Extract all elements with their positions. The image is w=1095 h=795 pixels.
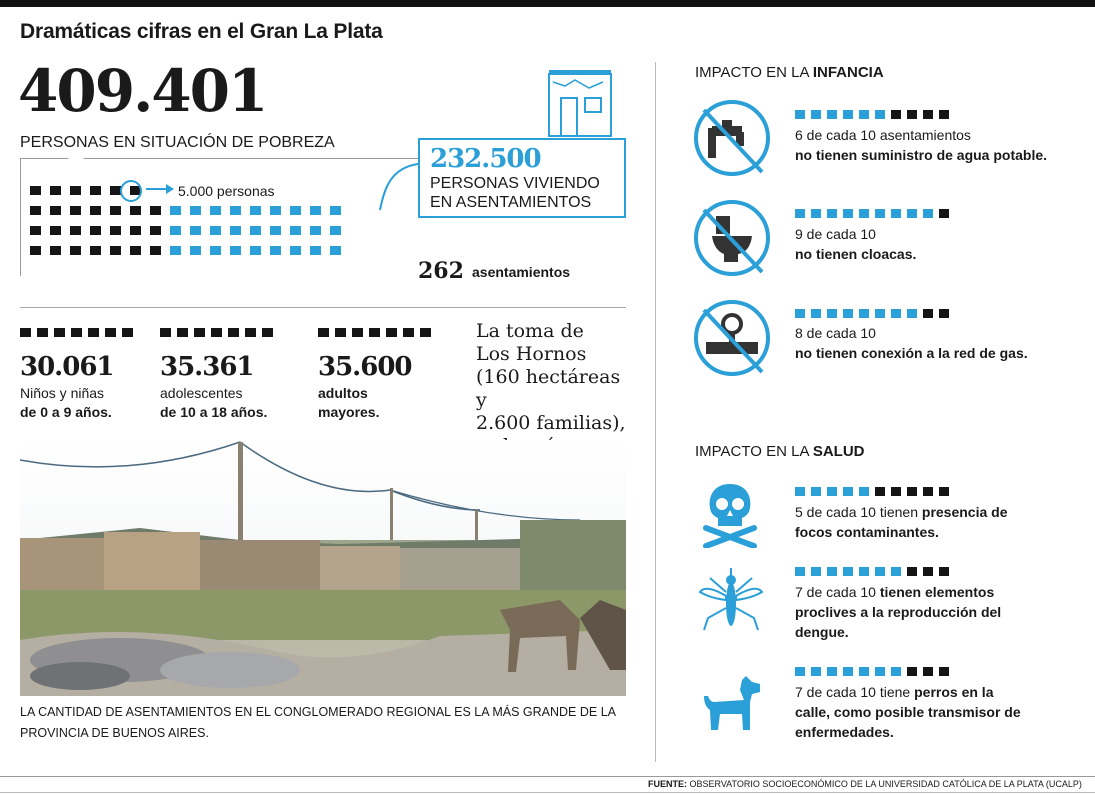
settlement-person-square bbox=[190, 206, 201, 215]
filled-square bbox=[827, 309, 837, 318]
infancia-line1: 9 de cada 10 bbox=[795, 226, 876, 242]
age-squares bbox=[318, 328, 431, 337]
salud-bold: tienen elementos bbox=[879, 584, 995, 600]
infancia-squares bbox=[795, 309, 949, 318]
asentamientos-text bbox=[430, 174, 600, 212]
settlement-person-square bbox=[330, 186, 341, 195]
infancia-line2: no tienen cloacas. bbox=[795, 246, 917, 262]
filled-square bbox=[795, 567, 805, 576]
settlement-photo bbox=[20, 440, 626, 696]
asentamientos-number: 232.500 bbox=[430, 144, 541, 174]
infancia-line2: no tienen conexión a la red de gas. bbox=[795, 345, 1028, 361]
salud-text bbox=[795, 502, 1055, 542]
filled-square bbox=[891, 567, 901, 576]
infancia-heading bbox=[695, 64, 884, 81]
person-square bbox=[130, 226, 141, 235]
salud-squares bbox=[795, 567, 949, 576]
salud-plain: 7 de cada 10 tiene bbox=[795, 684, 915, 700]
mosquito-icon bbox=[696, 568, 766, 638]
settlement-person-square bbox=[290, 186, 301, 195]
salud-bold: focos contaminantes. bbox=[795, 524, 939, 540]
house-icon bbox=[545, 68, 615, 138]
settlement-person-square bbox=[170, 246, 181, 255]
column-divider bbox=[655, 62, 656, 762]
empty-square bbox=[907, 667, 917, 676]
age-squares bbox=[20, 328, 133, 337]
salud-bold: dengue. bbox=[795, 624, 849, 640]
filled-square bbox=[811, 567, 821, 576]
person-square bbox=[70, 186, 81, 195]
empty-square bbox=[891, 110, 901, 119]
settlement-person-square bbox=[230, 206, 241, 215]
settlement-person-square bbox=[270, 246, 281, 255]
asentamientos-count-label: asentamientos bbox=[472, 264, 571, 280]
caption-notch bbox=[68, 158, 84, 166]
settlement-person-square bbox=[250, 206, 261, 215]
age-range: de 10 a 18 años. bbox=[160, 404, 268, 420]
filled-square bbox=[827, 110, 837, 119]
filled-square bbox=[811, 110, 821, 119]
person-square bbox=[90, 246, 101, 255]
filled-square bbox=[795, 110, 805, 119]
settlement-person-square bbox=[310, 186, 321, 195]
legend-circle-icon bbox=[120, 180, 142, 202]
empty-square bbox=[923, 309, 933, 318]
filled-square bbox=[795, 309, 805, 318]
filled-square bbox=[843, 567, 853, 576]
age-label: adultos bbox=[318, 385, 368, 401]
salud-heading-bold: SALUD bbox=[812, 443, 865, 460]
top-rule bbox=[0, 0, 1095, 7]
settlement-person-square bbox=[210, 206, 221, 215]
salud-text bbox=[795, 682, 1055, 742]
settlement-person-square bbox=[190, 226, 201, 235]
filled-square bbox=[843, 209, 853, 218]
infancia-line2: no tienen suministro de agua potable. bbox=[795, 147, 1048, 163]
filled-square bbox=[923, 209, 933, 218]
filled-square bbox=[875, 110, 885, 119]
legend-label: 5.000 personas bbox=[178, 183, 275, 199]
age-range: de 0 a 9 años. bbox=[20, 404, 112, 420]
person-square bbox=[30, 226, 41, 235]
salud-plain: 7 de cada 10 bbox=[795, 584, 880, 600]
filled-square bbox=[795, 209, 805, 218]
asentamientos-line2: EN ASENTAMIENTOS bbox=[430, 194, 592, 211]
filled-square bbox=[827, 487, 837, 496]
age-label: Niños y niñas bbox=[20, 385, 105, 401]
footer-rule bbox=[0, 776, 1095, 777]
filled-square bbox=[795, 667, 805, 676]
person-square bbox=[110, 226, 121, 235]
person-square bbox=[30, 206, 41, 215]
filled-square bbox=[811, 487, 821, 496]
person-square bbox=[90, 226, 101, 235]
filled-square bbox=[875, 309, 885, 318]
toma-line: La toma de bbox=[476, 320, 584, 342]
empty-square bbox=[939, 110, 949, 119]
person-square bbox=[70, 226, 81, 235]
filled-square bbox=[827, 567, 837, 576]
person-square bbox=[150, 206, 161, 215]
settlement-person-square bbox=[210, 226, 221, 235]
infancia-heading-prefix: IMPACTO EN LA bbox=[695, 64, 813, 81]
asentamientos-line1: PERSONAS VIVIENDO bbox=[430, 175, 600, 192]
filled-square bbox=[859, 487, 869, 496]
empty-square bbox=[939, 309, 949, 318]
filled-square bbox=[843, 110, 853, 119]
empty-square bbox=[923, 110, 933, 119]
filled-square bbox=[795, 487, 805, 496]
empty-square bbox=[923, 487, 933, 496]
toma-line: Los Hornos bbox=[476, 343, 587, 365]
settlement-person-square bbox=[290, 246, 301, 255]
filled-square bbox=[827, 209, 837, 218]
salud-heading bbox=[695, 443, 864, 460]
salud-heading-prefix: IMPACTO EN LA bbox=[695, 443, 813, 460]
infancia-squares bbox=[795, 209, 949, 218]
empty-square bbox=[907, 567, 917, 576]
settlement-person-square bbox=[290, 226, 301, 235]
asentamientos-count: 262 bbox=[418, 258, 464, 284]
filled-square bbox=[891, 209, 901, 218]
settlement-person-square bbox=[250, 226, 261, 235]
salud-bold: perros en la bbox=[914, 684, 994, 700]
person-square bbox=[30, 246, 41, 255]
age-label: adolescentes bbox=[160, 385, 243, 401]
empty-square bbox=[939, 487, 949, 496]
filled-square bbox=[827, 667, 837, 676]
salud-squares bbox=[795, 487, 949, 496]
photo-caption bbox=[20, 702, 630, 744]
settlement-person-square bbox=[270, 226, 281, 235]
filled-square bbox=[811, 667, 821, 676]
empty-square bbox=[939, 667, 949, 676]
source-text: OBSERVATORIO SOCIOECONÓMICO DE LA UNIVERSIDAD CATÓLICA DE LA PLATA (UCALP) bbox=[687, 779, 1082, 789]
infancia-line1: 8 de cada 10 bbox=[795, 325, 876, 341]
filled-square bbox=[843, 309, 853, 318]
salud-text bbox=[795, 582, 1055, 642]
person-square bbox=[90, 186, 101, 195]
infancia-heading-bold: INFANCIA bbox=[812, 64, 884, 81]
salud-squares bbox=[795, 667, 949, 676]
person-square bbox=[50, 226, 61, 235]
empty-square bbox=[907, 487, 917, 496]
person-square bbox=[150, 246, 161, 255]
legend-arrow bbox=[146, 188, 168, 190]
filled-square bbox=[859, 567, 869, 576]
settlement-person-square bbox=[310, 206, 321, 215]
person-square bbox=[30, 186, 41, 195]
person-square bbox=[70, 206, 81, 215]
filled-square bbox=[843, 487, 853, 496]
person-square bbox=[70, 246, 81, 255]
photo-caption-line1: LA CANTIDAD DE ASENTAMIENTOS EN EL CONGLOMERADO REGIONAL ES LA MÁS GRANDE DE LA bbox=[20, 705, 616, 719]
filled-square bbox=[859, 110, 869, 119]
filled-square bbox=[891, 667, 901, 676]
filled-square bbox=[891, 309, 901, 318]
caption-rule-vertical bbox=[20, 158, 21, 276]
settlement-person-square bbox=[290, 206, 301, 215]
empty-square bbox=[923, 567, 933, 576]
empty-square bbox=[923, 667, 933, 676]
poverty-total: 409.401 bbox=[18, 57, 267, 125]
salud-bold: enfermedades. bbox=[795, 724, 894, 740]
filled-square bbox=[875, 667, 885, 676]
toma-line: 2.600 familias), bbox=[476, 412, 626, 434]
settlement-person-square bbox=[250, 246, 261, 255]
salud-bold: calle, como posible transmisor de bbox=[795, 704, 1021, 720]
filled-square bbox=[811, 209, 821, 218]
settlement-person-square bbox=[190, 246, 201, 255]
filled-square bbox=[843, 667, 853, 676]
empty-square bbox=[907, 110, 917, 119]
faucet-crossed-icon bbox=[692, 98, 772, 178]
legend-arrow-icon bbox=[166, 184, 174, 194]
filled-square bbox=[875, 209, 885, 218]
settlement-person-square bbox=[330, 246, 341, 255]
page-title: Dramáticas cifras en el Gran La Plata bbox=[20, 20, 383, 43]
person-square bbox=[110, 206, 121, 215]
settlement-person-square bbox=[270, 206, 281, 215]
salud-plain: 5 de cada 10 tienen bbox=[795, 504, 922, 520]
toilet-crossed-icon bbox=[692, 198, 772, 278]
empty-square bbox=[939, 567, 949, 576]
dog-icon bbox=[700, 672, 764, 736]
footer-rule-bottom bbox=[0, 792, 1095, 793]
salud-bold: presencia de bbox=[921, 504, 1008, 520]
person-square bbox=[130, 246, 141, 255]
person-square bbox=[110, 246, 121, 255]
person-square bbox=[150, 226, 161, 235]
settlement-person-square bbox=[230, 226, 241, 235]
toma-line: (160 hectáreas y bbox=[476, 366, 621, 411]
settlement-person-square bbox=[330, 206, 341, 215]
empty-square bbox=[891, 487, 901, 496]
filled-square bbox=[859, 209, 869, 218]
salud-bold: proclives a la reproducción del bbox=[795, 604, 1002, 620]
filled-square bbox=[811, 309, 821, 318]
source-label: FUENTE: bbox=[648, 779, 687, 789]
person-square bbox=[130, 206, 141, 215]
filled-square bbox=[875, 567, 885, 576]
person-square bbox=[50, 246, 61, 255]
settlement-person-square bbox=[230, 246, 241, 255]
filled-square bbox=[859, 309, 869, 318]
settlement-person-square bbox=[170, 206, 181, 215]
filled-square bbox=[907, 309, 917, 318]
age-range: mayores. bbox=[318, 404, 380, 420]
settlement-person-square bbox=[210, 246, 221, 255]
skull-icon bbox=[702, 482, 758, 548]
source-note bbox=[648, 779, 1082, 789]
photo-caption-line2: PROVINCIA DE BUENOS AIRES. bbox=[20, 726, 209, 740]
person-square bbox=[90, 206, 101, 215]
gas-meter-crossed-icon bbox=[692, 298, 772, 378]
person-square bbox=[50, 206, 61, 215]
age-number: 35.361 bbox=[160, 352, 254, 382]
age-number: 30.061 bbox=[20, 352, 114, 382]
section-divider bbox=[20, 307, 626, 308]
empty-square bbox=[939, 209, 949, 218]
age-squares bbox=[160, 328, 273, 337]
poverty-caption: PERSONAS EN SITUACIÓN DE POBREZA bbox=[20, 134, 335, 151]
settlement-person-square bbox=[170, 226, 181, 235]
age-number: 35.600 bbox=[318, 352, 412, 382]
infancia-line1: 6 de cada 10 asentamientos bbox=[795, 127, 971, 143]
infancia-squares bbox=[795, 110, 949, 119]
settlement-person-square bbox=[330, 226, 341, 235]
person-square bbox=[50, 186, 61, 195]
settlement-person-square bbox=[310, 246, 321, 255]
filled-square bbox=[859, 667, 869, 676]
filled-square bbox=[907, 209, 917, 218]
settlement-person-square bbox=[310, 226, 321, 235]
empty-square bbox=[875, 487, 885, 496]
